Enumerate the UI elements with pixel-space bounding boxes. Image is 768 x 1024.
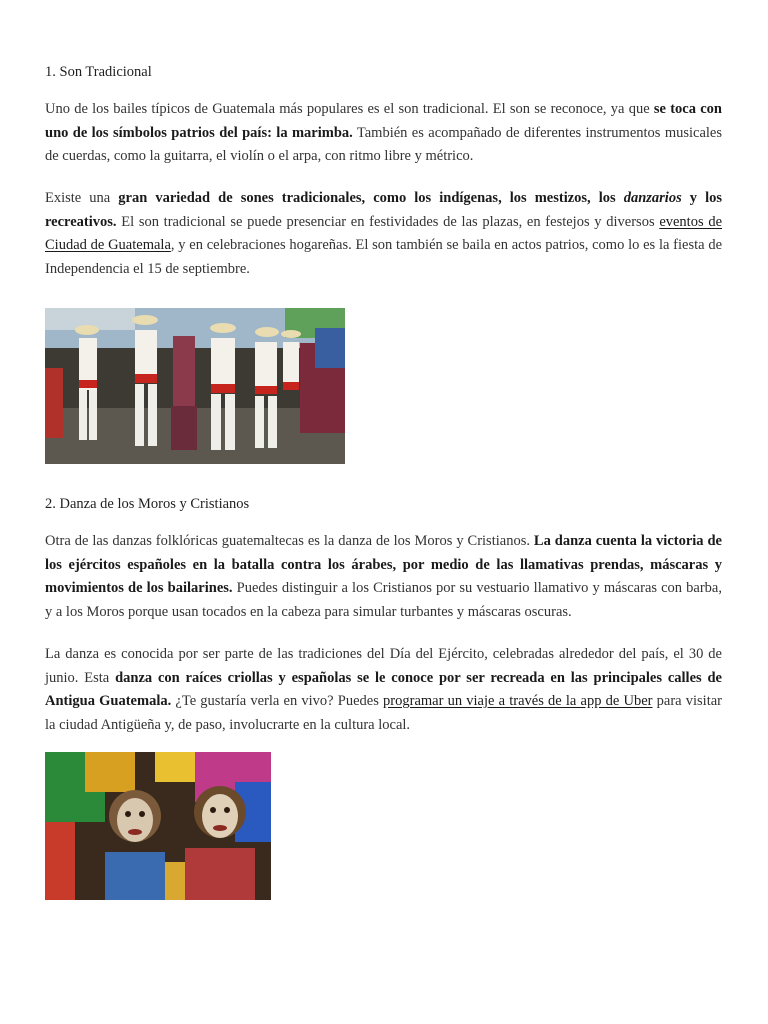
paragraph-text: Existe una bbox=[45, 190, 119, 206]
paragraph-son-variedad bbox=[45, 187, 722, 281]
link-eventos-ciudad-guatemala[interactable]: eventos de Ciudad de Guatemala bbox=[45, 213, 722, 253]
photo-son-tradicional-dancers bbox=[45, 308, 345, 464]
paragraph-text: , y en celebraciones hogareñas. El son también se baila en actos patrios, como lo es la fiesta de Independencia el 15 de septiembre. bbox=[45, 237, 723, 277]
paragraph-text: También es acompañado de diferentes instrumentos musicales de cuerdas, como la guitarra, el violín o el arpa, con ritmo libre y métrico. bbox=[45, 124, 723, 164]
bold-text: La danza cuenta la victoria de los ejércitos españoles en la batalla contra los árabes, por medio de las llamativas prendas, máscaras y movimientos de los bailarines. bbox=[45, 533, 722, 596]
bold-text: y los recreativos. bbox=[45, 190, 723, 230]
link-programar-viaje-uber[interactable]: programar un viaje a través de la app de Uber bbox=[383, 693, 653, 709]
paragraph-text: La danza es conocida por ser parte de las tradiciones del Día del Ejército, celebradas alrededor del país, el 30 de junio. Esta bbox=[45, 646, 722, 686]
paragraph-text: para visitar la ciudad Antigüeña y, de paso, involucrarte en la cultura local. bbox=[45, 693, 723, 733]
paragraph-moros-intro bbox=[45, 530, 722, 624]
bold-text: danza con raíces criollas y españolas se le conoce por ser recreada en las principales calles de Antigua Guatemala. bbox=[45, 669, 722, 709]
paragraph-son-intro bbox=[45, 98, 722, 169]
paragraph-moros-tradicion bbox=[45, 643, 722, 737]
paragraph-text: Puedes distinguir a los Cristianos por su vestuario llamativo y máscaras con barba, y a los Moros porque usan tocados en la cabeza para simular turbantes y máscaras oscuras. bbox=[45, 580, 722, 620]
bold-italic-text: danzarios bbox=[623, 190, 682, 206]
paragraph-text: ¿Te gustaría verla en vivo? Puedes bbox=[171, 693, 384, 709]
bold-text: se toca con uno de los símbolos patrios del país: la marimba. bbox=[45, 101, 722, 141]
paragraph-text: Uno de los bailes típicos de Guatemala más populares es el son tradicional. El son se reconoce, ya que bbox=[45, 101, 654, 117]
photo-moros-cristianos-masks bbox=[45, 752, 271, 900]
paragraph-text: Otra de las danzas folklóricas guatemaltecas es la danza de los Moros y Cristianos. bbox=[45, 533, 534, 549]
bold-text: gran variedad de sones tradicionales, como los indígenas, los mestizos, los bbox=[118, 190, 624, 206]
section-heading-moros-cristianos: 2. Danza de los Moros y Cristianos bbox=[45, 496, 250, 512]
paragraph-text: El son tradicional se puede presenciar en festividades de las plazas, en festejos y diversos bbox=[116, 213, 660, 230]
section-heading-son-tradicional: 1. Son Tradicional bbox=[45, 64, 152, 80]
